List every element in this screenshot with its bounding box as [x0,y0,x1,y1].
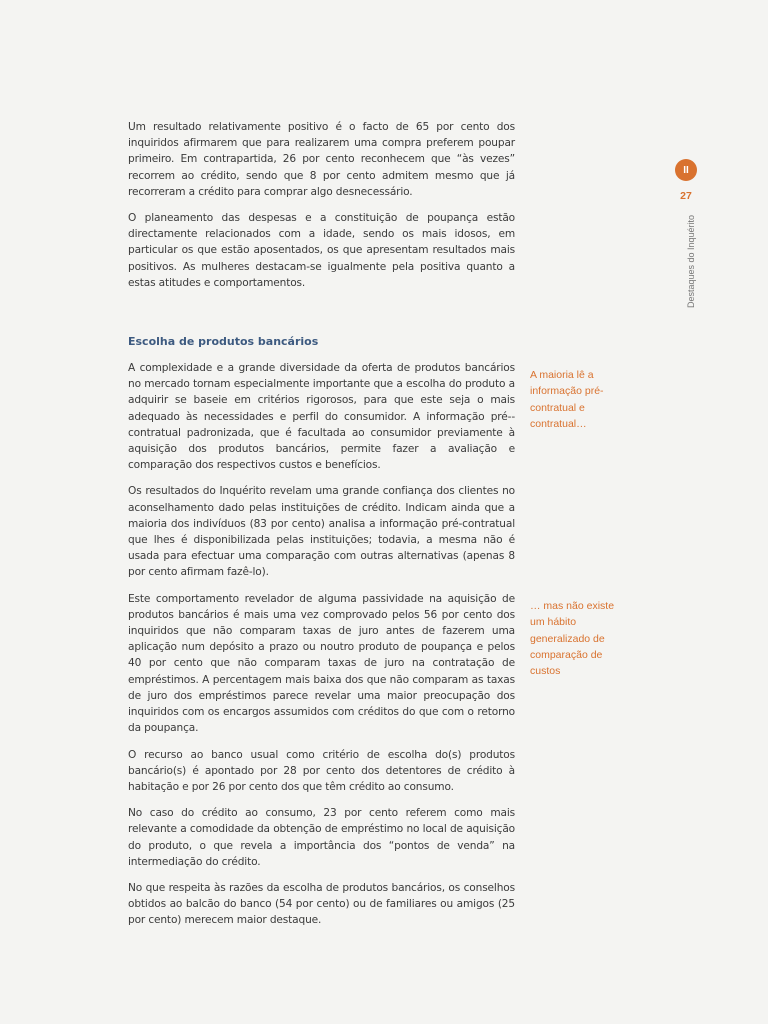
section-paragraph-6: No que respeita às razões da escolha de produtos bancários, os conselhos obtidos ao balcão do banco (54 por cento) ou de familiares ou amigos (25 por cento) merecem maior destaque. [128,881,515,927]
page-number: 27 [680,190,692,202]
intro-paragraph-2: O planeamento das despesas e a constituição de poupança estão directamente relacionados com a idade, sendo os mais idosos, em particular os que estão aposentados, os que apresentam resultados mais positivos. As mulheres destacam-se igualmente pela positiva quanto a estas atitudes e comportamentos. [128,212,515,289]
section-paragraph-1: A complexidade e a grande diversidade da oferta de produtos bancários no mercado tornam especialmente importante que a escolha do produto a adquirir se baseie em critérios rigorosos, para que este seja o mais adequado às necessidades e perfil do consumidor. A informação pré--contratual padronizada, que é facultada ao consumidor previamente à aquisição dos produtos bancários, permite fazer a avaliação e comparação dos respectivos custos e benefícios. [128,362,515,472]
section-heading: Escolha de produtos bancários [128,335,319,349]
sidenote-pre-contractual: A maioria lê a informação pré-contratual e contratual… [530,369,604,430]
sidenote-cost-comparison: … mas não existe um hábito generalizado de comparação de custos [530,600,615,678]
running-title: Destaques do Inquérito [686,214,696,308]
main-column [128,119,515,939]
section-paragraph-2: Os resultados do Inquérito revelam uma grande confiança dos clientes no aconselhamento dado pelas instituições de crédito. Indicam ainda que a maioria dos indivíduos (83 por cento) analisa a informação pré-contratual que lhes é disponibilizada pelas instituições; todavia, a mesma não é usada para efectuar uma comparação com outras alternativas (apenas 8 por cento afirmam fazê-lo). [128,485,515,579]
intro-paragraph-1: Um resultado relativamente positivo é o facto de 65 por cento dos inquiridos afirmarem que para realizarem uma compra preferem poupar primeiro. Em contrapartida, 26 por cento reconhecem que “às vezes” recorrem ao crédito, sendo que 8 por cento admitem mesmo que já recorreram a crédito para comprar algo desnecessário. [128,121,515,198]
section-paragraph-4: O recurso ao banco usual como critério de escolha do(s) produtos bancário(s) é apontado por 28 por cento dos detentores de crédito à habitação e por 26 por cento dos que têm crédito ao consumo. [128,748,515,793]
chapter-badge: II [675,159,697,181]
section-paragraph-3: Este comportamento revelador de alguma passividade na aquisição de produtos bancários é mais uma vez comprovado pelos 56 por cento dos inquiridos que não comparam taxas de juro antes de fazerem uma aplicação num depósito a prazo ou noutro produto de poupança e pelos 40 por cento que não comparam taxas de juro na contratação de empréstimos. A percentagem mais baixa dos que não comparam as taxas de juro dos empréstimos parece revelar uma maior preocupação dos inquiridos com os encargos assumidos com créditos do que com o retorno da poupança. [128,592,515,735]
section-paragraph-5: No caso do crédito ao consumo, 23 por cento referem como mais relevante a comodidade da obtenção de empréstimo no local de aquisição do produto, o que revela a importância dos “pontos de venda” na intermediação do crédito. [128,807,515,868]
